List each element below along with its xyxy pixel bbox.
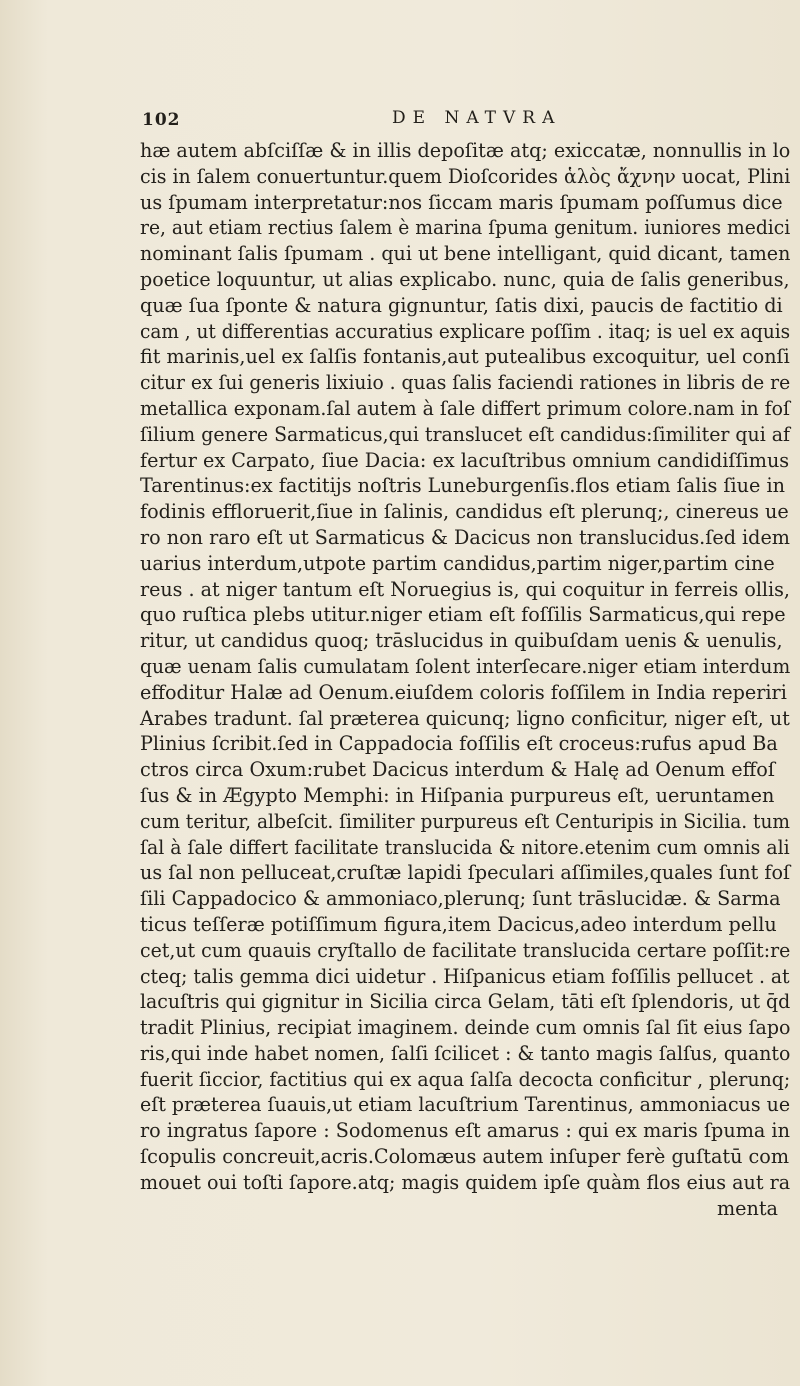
text-line: ticus teſſeræ potiſſimum figura,item Dacicus,adeo interdum pellu <box>140 912 777 936</box>
text-line: mouet oui toſti ſapore.atq; magis quidem ipſe quàm flos eius aut ra <box>140 1170 791 1194</box>
text-line: cum teritur, albeſcit. ſimiliter purpureus eſt Centuripis in Sicilia. tum <box>140 809 791 833</box>
text-line: re, aut etiam rectius ſalem è marina ſpuma genitum. iuniores medici <box>140 216 791 240</box>
text-line: fuerit ſiccior, factitius qui ex aqua ſalſa decocta conficitur , plerunq; <box>140 1067 791 1091</box>
text-line: cet,ut cum quauis cryſtallo de facilitate translucida certare poſſit:re <box>140 938 791 962</box>
text-line: fertur ex Carpato, ſiue Dacia: ex lacuſtribus omnium candidiſſimus <box>140 448 790 472</box>
text-line: cis in ſalem conuertuntur.quem Dioſcorides ἁλὸς ἄχνην uocat, Plini <box>140 164 791 188</box>
text-line: uarius interdum,utpote partim candidus,partim niger,partim cine <box>140 551 775 575</box>
text-line: lacuſtris qui gignitur in Sicilia circa Gelam, tāti eſt ſplendoris, ut q̄d <box>140 990 791 1014</box>
text-block <box>140 138 790 1221</box>
page-number: 102 <box>142 110 181 130</box>
text-line: eſt præterea ſuauis,ut etiam lacuſtrium Tarentinus, ammoniacus ue <box>140 1093 791 1117</box>
text-line: ſal à ſale differt facilitate translucida & nitore.etenim cum omnis ali <box>140 835 790 859</box>
text-line: effoditur Halæ ad Oenum.eiuſdem coloris foſſilem in India reperiri <box>140 680 787 704</box>
page-header <box>142 102 782 132</box>
text-line: us ſpumam interpretatur:nos ſiccam maris ſpumam poſſumus dice <box>140 190 783 214</box>
text-line: ſcopulis concreuit,acris.Colomæus autem inſuper ferè guſtatū com <box>140 1145 790 1169</box>
text-line: quæ uenam ſalis cumulatam ſolent interſecare.niger etiam interdum <box>140 654 791 678</box>
text-line: Arabes tradunt. ſal præterea quicunq; ligno conficitur, niger eſt, ut <box>140 706 790 730</box>
text-line: ſili Cappadocico & ammoniaco,plerunq; ſunt trāslucidæ. & Sarma <box>140 887 781 911</box>
text-line: cteq; talis gemma dici uidetur . Hiſpanicus etiam foſſilis pellucet . at <box>140 964 790 988</box>
text-line: quæ ſua ſponte & natura gignuntur, ſatis dixi, paucis de factitio di <box>140 293 783 317</box>
text-line: quo ruſtica plebs utitur.niger etiam eſt foſſilis Sarmaticus,qui repe <box>140 603 786 627</box>
text-line: ſilium genere Sarmaticus,qui translucet eſt candidus:ſimiliter qui af <box>140 422 791 446</box>
text-line: ro non raro eſt ut Sarmaticus & Dacicus non translucidus.ſed idem <box>140 525 790 549</box>
running-head: DE NATVRA <box>392 108 562 128</box>
text-line: citur ex ſui generis lixiuio . quas ſalis faciendi rationes in libris de re <box>140 371 791 395</box>
text-line: fit marinis,uel ex ſalſis fontanis,aut putealibus excoquitur, uel conſi <box>140 345 790 369</box>
text-line: Tarentinus:ex factitijs noſtris Luneburgenſis.flos etiam ſalis ſiue in <box>140 474 785 498</box>
text-line: ro ingratus ſapore : Sodomenus eſt amarus : qui ex maris ſpuma in <box>140 1119 790 1143</box>
text-line: fodinis effloruerit,ſiue in ſalinis, candidus eſt plerunq;, cinereus ue <box>140 500 789 524</box>
text-line: tradit Plinius, recipiat imaginem. deinde cum omnis ſal ſit eius ſapo <box>140 1016 791 1040</box>
text-line: ſus & in Ægypto Memphi: in Hiſpania purpureus eſt, ueruntamen <box>140 783 775 807</box>
text-line: hæ autem abſciſſæ & in illis depoſitæ atq; exiccatæ, nonnullis in lo <box>140 139 791 162</box>
text-line: metallica exponam.ſal autem à ſale differt primum colore.nam in foſ <box>140 396 790 420</box>
text-line: nominant ſalis ſpumam . qui ut bene intelligant, quid dicant, tamen <box>140 242 791 266</box>
text-line: reus . at niger tantum eſt Noruegius is, qui coquitur in ferreis ollis, <box>140 577 790 601</box>
text-line: ris,qui inde habet nomen, ſalſi ſcilicet : & tanto magis ſalſus, quanto <box>140 1041 791 1065</box>
text-line: cam , ut differentias accuratius explicare poſſim . itaq; is uel ex aquis <box>140 319 791 343</box>
text-line: us ſal non pelluceat,cruſtæ lapidi ſpeculari aſſimiles,quales ſunt foſ <box>140 861 791 885</box>
text-line: ctros circa Oxum:rubet Dacicus interdum & Halę ad Oenum effoſ <box>140 758 775 782</box>
text-line: ritur, ut candidus quoq; trāslucidus in quibuſdam uenis & uenulis, <box>140 629 783 653</box>
text-line: Plinius ſcribit.ſed in Cappadocia foſſilis eſt croceus:rufus apud Ba <box>140 732 778 756</box>
text-line: menta <box>716 1196 778 1220</box>
text-line: poetice loquuntur, ut alias explicabo. nunc, quia de ſalis generibus, <box>140 267 790 291</box>
